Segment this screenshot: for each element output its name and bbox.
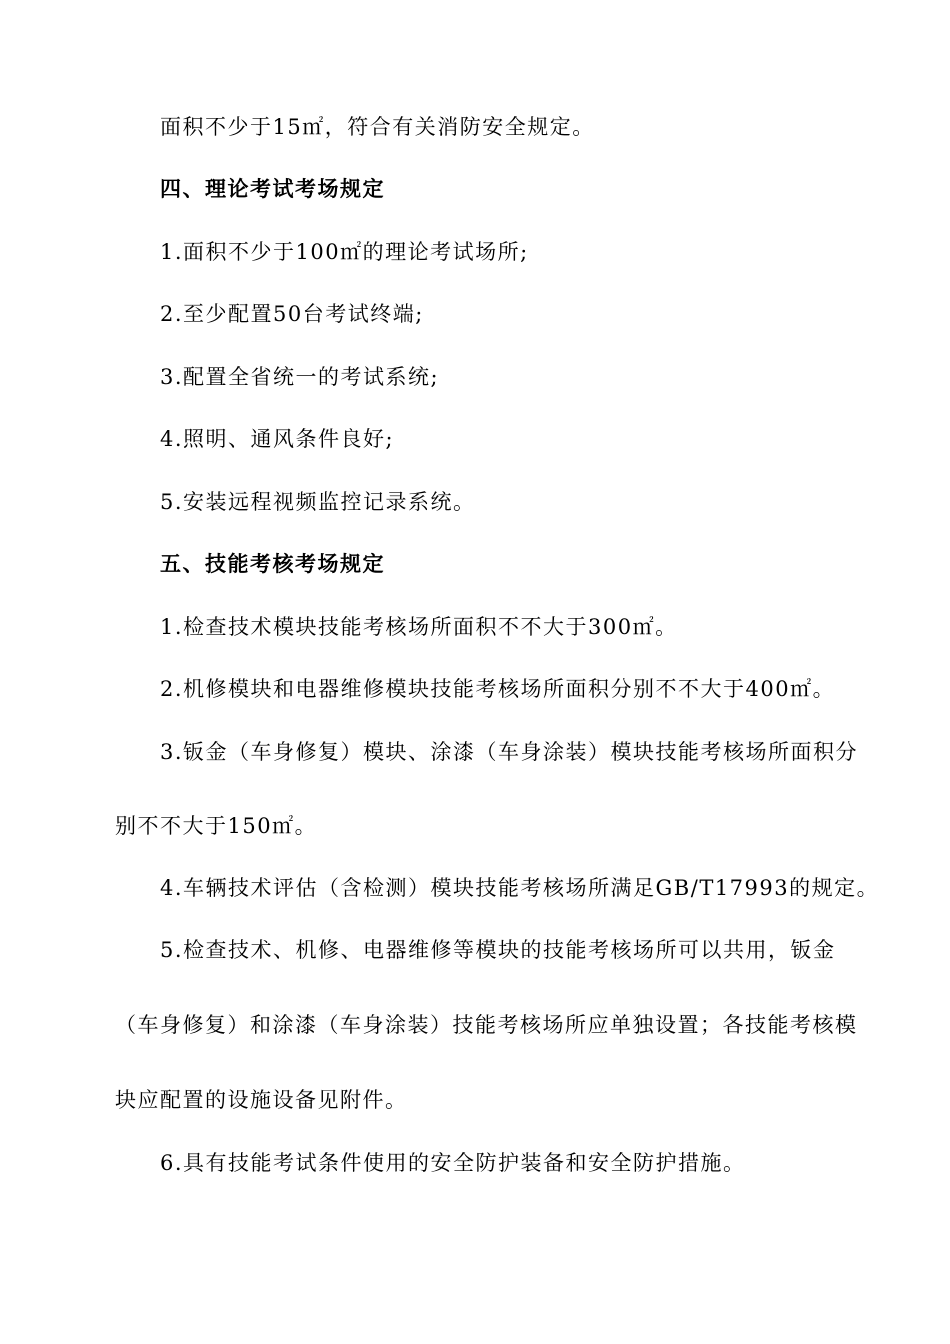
paragraph-line: 块应配置的设施设备见附件。 — [115, 1088, 408, 1112]
list-item: 3.配置全省统一的考试系统; — [160, 365, 440, 389]
paragraph-line: 别不不大于150㎡。 — [115, 814, 318, 838]
list-item: 5.安装远程视频监控记录系统。 — [160, 490, 476, 514]
paragraph-line: （车身修复）和涂漆（车身涂装）技能考核场所应单独设置；各技能考核模 — [115, 1013, 858, 1037]
list-item: 2.至少配置50台考试终端; — [160, 302, 424, 326]
list-item: 1.面积不少于100㎡的理论考试场所; — [160, 240, 529, 264]
list-item: 4.照明、通风条件良好; — [160, 427, 395, 451]
section-heading: 五、技能考核考场规定 — [160, 551, 385, 576]
list-item: 6.具有技能考试条件使用的安全防护装备和安全防护措施。 — [160, 1151, 746, 1175]
section-heading: 四、理论考试考场规定 — [160, 176, 385, 201]
list-item: 5.检查技术、机修、电器维修等模块的技能考核场所可以共用，钣金 — [160, 938, 836, 962]
paragraph-line: 面积不少于15㎡，符合有关消防安全规定。 — [160, 115, 595, 139]
list-item: 2.机修模块和电器维修模块技能考核场所面积分别不不大于400㎡。 — [160, 677, 836, 701]
list-item: 4.车辆技术评估（含检测）模块技能考核场所满足GB/T17993的规定。 — [160, 876, 880, 900]
list-item: 1.检查技术模块技能考核场所面积不不大于300㎡。 — [160, 615, 678, 639]
list-item: 3.钣金（车身修复）模块、涂漆（车身涂装）模块技能考核场所面积分 — [160, 740, 859, 764]
